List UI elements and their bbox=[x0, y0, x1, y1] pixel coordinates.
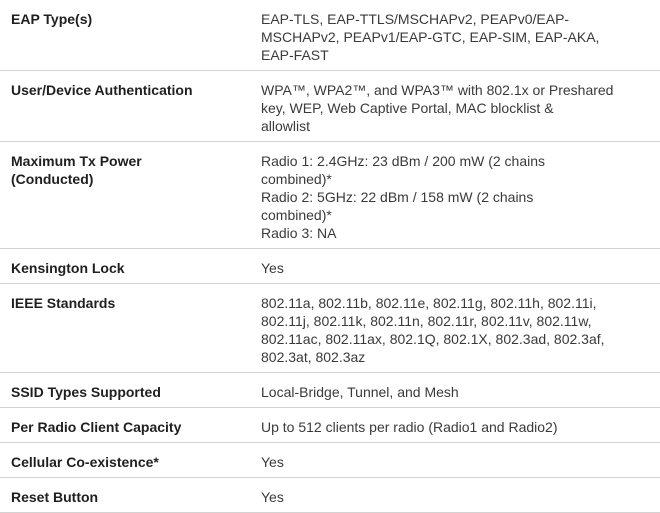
spec-value: 802.11a, 802.11b, 802.11e, 802.11g, 802.11h, 802.11i, 802.11j, 802.11k, 802.11n, 802.11r, 802.11v, 802.11w, 802.11ac, 802.11ax, 802.1Q, 802.1X, 802.3ad, 802.3af, 802.3at, 802.3az bbox=[261, 295, 605, 365]
spec-row-cellular-coexistence bbox=[0, 443, 660, 478]
spec-row-reset-button bbox=[0, 478, 660, 513]
spec-label: Reset Button bbox=[11, 489, 99, 505]
spec-label: Maximum Tx Power (Conducted) bbox=[11, 153, 142, 187]
spec-value: EAP-TLS, EAP-TTLS/MSCHAPv2, PEAPv0/EAP- MSCHAPv2, PEAPv1/EAP-GTC, EAP-SIM, EAP-AKA, EAP-FAST bbox=[261, 11, 600, 63]
spec-row-eap-types bbox=[0, 0, 660, 71]
spec-row-client-capacity bbox=[0, 408, 660, 443]
spec-value: Up to 512 clients per radio (Radio1 and Radio2) bbox=[261, 419, 558, 435]
spec-value: Yes bbox=[261, 260, 284, 276]
spec-value: Yes bbox=[261, 489, 284, 505]
spec-row-ieee-standards bbox=[0, 284, 660, 373]
spec-label: User/Device Authentication bbox=[11, 82, 193, 98]
spec-value: Radio 1: 2.4GHz: 23 dBm / 200 mW (2 chains combined)* Radio 2: 5GHz: 22 dBm / 158 mW (2 chains combined)* Radio 3: NA bbox=[261, 153, 546, 241]
spec-label: EAP Type(s) bbox=[11, 11, 93, 27]
spec-row-ssid-types bbox=[0, 373, 660, 408]
spec-label: IEEE Standards bbox=[11, 295, 116, 311]
spec-label: Kensington Lock bbox=[11, 260, 125, 276]
spec-label: Cellular Co-existence* bbox=[11, 454, 159, 470]
spec-value: Local-Bridge, Tunnel, and Mesh bbox=[261, 384, 459, 400]
spec-row-kensington-lock bbox=[0, 249, 660, 284]
spec-label: SSID Types Supported bbox=[11, 384, 161, 400]
spec-row-user-device-auth bbox=[0, 71, 660, 142]
spec-value: Yes bbox=[261, 454, 284, 470]
spec-label: Per Radio Client Capacity bbox=[11, 419, 182, 435]
spec-row-max-tx-power bbox=[0, 142, 660, 249]
spec-value: WPA™, WPA2™, and WPA3™ with 802.1x or Preshared key, WEP, Web Captive Portal, MAC blocklist & allowlist bbox=[261, 82, 614, 134]
